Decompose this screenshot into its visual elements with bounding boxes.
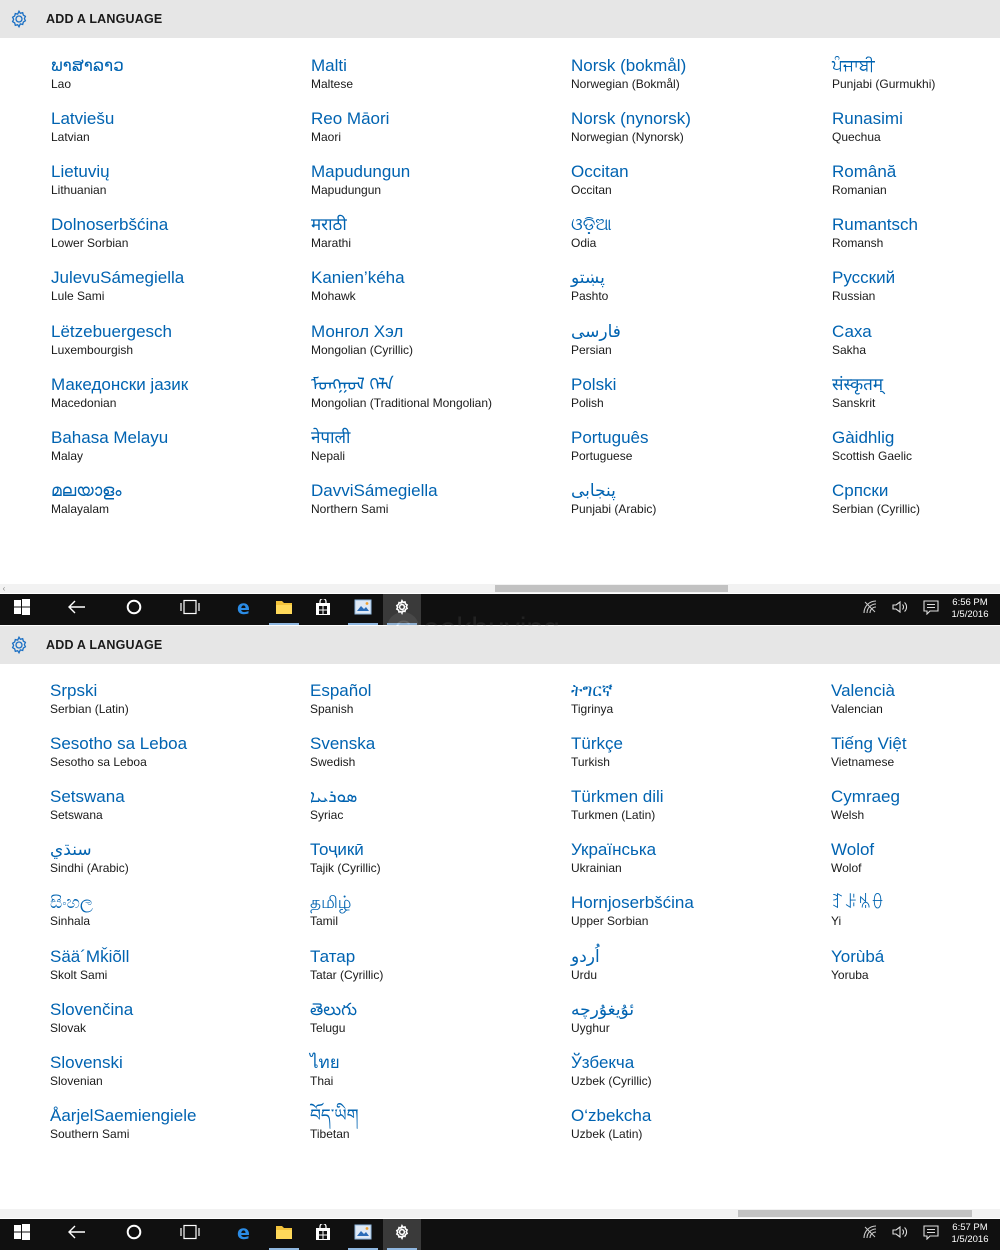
language-native-name: Norsk (bokmål): [571, 56, 687, 75]
cortana-circle-icon: [126, 599, 142, 620]
language-english-name: Punjabi (Gurmukhi): [832, 77, 936, 91]
settings-header: [0, 0, 1000, 38]
language-native-name: Tiếng Việt: [831, 734, 907, 754]
language-english-name: Quechua: [832, 130, 881, 145]
taskbar: [0, 1219, 1000, 1250]
action-center-icon: [923, 600, 939, 620]
language-english-name: Uzbek (Cyrillic): [571, 1073, 652, 1088]
language-item[interactable]: [571, 839, 821, 876]
language-item[interactable]: [832, 214, 1000, 251]
volume-tray-button[interactable]: [888, 1219, 912, 1250]
language-item[interactable]: [51, 55, 301, 92]
language-item[interactable]: [571, 267, 821, 304]
language-native-name: سنڌي: [50, 840, 92, 860]
language-english-name: Slovak: [50, 1020, 87, 1035]
language-native-name: Sää´Mǩiõll: [50, 946, 130, 966]
language-item[interactable]: [310, 839, 560, 876]
language-english-name: Luxembourgish: [51, 342, 134, 357]
language-item[interactable]: [832, 480, 1000, 517]
store-icon: [315, 1224, 331, 1246]
language-english-name: Odia: [571, 236, 597, 251]
language-native-name: Türkmen dili: [571, 787, 664, 807]
language-english-name: Ukrainian: [571, 861, 622, 876]
language-native-name: Русский: [832, 268, 896, 288]
settings-app-button[interactable]: [383, 1219, 421, 1250]
language-item[interactable]: [571, 786, 821, 823]
language-english-name: Turkish: [571, 755, 610, 770]
language-native-name: Occitan: [571, 162, 629, 182]
language-native-name: فارسی: [571, 321, 621, 341]
gear-icon: [8, 634, 30, 656]
taskbar: [0, 594, 1000, 625]
clock-date: 1/5/2016: [951, 609, 989, 620]
language-item[interactable]: [571, 214, 821, 251]
language-english-name: Skolt Sami: [50, 967, 108, 982]
horizontal-scrollbar[interactable]: [0, 584, 1000, 593]
photos-button[interactable]: [344, 594, 382, 625]
file-explorer-button[interactable]: [265, 594, 303, 625]
page-title: ADD A LANGUAGE: [46, 12, 163, 26]
store-button[interactable]: [304, 594, 342, 625]
language-item[interactable]: [50, 680, 300, 717]
horizontal-scrollbar[interactable]: [0, 1209, 1000, 1218]
language-item[interactable]: [832, 55, 1000, 92]
language-native-name: پنجابی: [571, 480, 616, 500]
language-item[interactable]: [50, 1052, 300, 1089]
language-item[interactable]: [571, 892, 821, 929]
language-native-name: ܣܘܪܝܝܐ: [310, 787, 358, 807]
language-english-name: Romansh: [832, 236, 884, 251]
edge-button[interactable]: [226, 594, 264, 625]
language-native-name: Саха: [832, 321, 872, 341]
language-english-name: Yi: [831, 914, 842, 929]
language-english-name: Norwegian (Nynorsk): [571, 130, 684, 145]
language-item[interactable]: [831, 946, 1000, 983]
language-item[interactable]: [832, 267, 1000, 304]
language-native-name: Slovenčina: [50, 999, 134, 1019]
language-item[interactable]: [831, 786, 1000, 823]
language-native-name: Română: [832, 162, 897, 182]
language-english-name: Thai: [310, 1073, 334, 1088]
language-native-name: Hornjoserbšćina: [571, 893, 694, 913]
language-english-name: Norwegian (Bokmål): [571, 77, 680, 91]
language-native-name: Português: [571, 427, 649, 447]
language-english-name: Lithuanian: [51, 183, 107, 198]
scrollbar-thumb[interactable]: [738, 1210, 972, 1217]
language-native-name: മലയാളം: [51, 480, 122, 500]
language-native-name: ไทย: [310, 1052, 340, 1072]
language-english-name: Tamil: [310, 914, 339, 929]
language-english-name: Upper Sorbian: [571, 914, 649, 929]
photos-icon: [354, 599, 372, 620]
svg-text:e: e: [237, 598, 250, 616]
language-native-name: Ўзбекча: [571, 1052, 635, 1072]
language-english-name: Sesotho sa Leboa: [50, 755, 147, 770]
language-item[interactable]: [832, 374, 1000, 411]
language-native-name: Українська: [571, 840, 657, 860]
language-english-name: Scottish Gaelic: [832, 448, 913, 463]
language-native-name: Runasimi: [832, 109, 903, 129]
language-native-name: සිංහල: [50, 893, 93, 913]
language-item[interactable]: [571, 55, 821, 92]
gear-icon: [8, 8, 30, 30]
language-english-name: Southern Sami: [50, 1126, 130, 1141]
action-center-icon: [923, 1225, 939, 1245]
language-native-name: Lietuvių: [51, 162, 110, 182]
language-native-name: Gàidhlig: [832, 427, 895, 447]
language-item[interactable]: [50, 999, 300, 1036]
language-english-name: Mohawk: [311, 289, 356, 304]
language-native-name: ئۇيغۇرچە: [571, 999, 635, 1019]
settings-header: [0, 626, 1000, 664]
language-english-name: Wolof: [831, 861, 862, 876]
language-native-name: Valencià: [831, 681, 895, 700]
language-item[interactable]: [832, 108, 1000, 145]
language-english-name: Mongolian (Cyrillic): [311, 342, 414, 357]
cortana-button[interactable]: [115, 594, 153, 625]
language-item[interactable]: [50, 786, 300, 823]
start-button[interactable]: [3, 594, 41, 625]
language-native-name: Setswana: [50, 787, 125, 807]
language-english-name: Latvian: [51, 130, 90, 145]
language-native-name: Slovenski: [50, 1052, 123, 1072]
language-native-name: Srpski: [50, 681, 98, 700]
language-item[interactable]: [571, 427, 821, 464]
language-english-name: Mapudungun: [311, 183, 382, 198]
language-english-name: Russian: [832, 289, 876, 304]
language-native-name: Español: [310, 681, 372, 700]
language-item[interactable]: [571, 733, 821, 770]
store-icon: [315, 599, 331, 621]
language-english-name: Portuguese: [571, 448, 633, 463]
cortana-circle-icon: [126, 1224, 142, 1245]
language-item[interactable]: [832, 427, 1000, 464]
volume-icon: [892, 600, 908, 619]
language-english-name: Mongolian (Traditional Mongolian): [311, 395, 492, 410]
language-english-name: Syriac: [310, 808, 344, 823]
language-english-name: Romanian: [832, 183, 887, 198]
language-native-name: Reo Māori: [311, 109, 390, 129]
language-native-name: བོད་ཡིག: [310, 1105, 359, 1125]
language-item[interactable]: [311, 108, 561, 145]
language-native-name: JulevuSámegiella: [51, 268, 185, 288]
language-item[interactable]: [51, 108, 301, 145]
language-english-name: Vietnamese: [831, 755, 895, 770]
network-tray-button[interactable]: [858, 594, 882, 625]
photos-button[interactable]: [344, 1219, 382, 1250]
language-item[interactable]: [831, 892, 1000, 929]
page-title: ADD A LANGUAGE: [46, 638, 163, 652]
language-native-name: Wolof: [831, 840, 875, 860]
language-native-name: ᠮᠣᠩᠭᠣᠯ ᠬᠡᠯᠡ: [311, 374, 394, 394]
file-explorer-button[interactable]: [265, 1219, 303, 1250]
cortana-button[interactable]: [115, 1219, 153, 1250]
language-english-name: Nepali: [311, 448, 346, 463]
windows-logo-icon: [14, 1224, 30, 1245]
language-english-name: Punjabi (Arabic): [571, 501, 657, 516]
language-native-name: ꆈꌠꁱꂷ: [831, 893, 885, 913]
taskbar-clock[interactable]: [946, 597, 994, 621]
language-item[interactable]: [311, 480, 561, 517]
language-native-name: Dolnoserbšćina: [51, 215, 169, 235]
language-item[interactable]: [831, 839, 1000, 876]
language-native-name: Latviešu: [51, 109, 115, 129]
language-item[interactable]: [571, 480, 821, 517]
language-english-name: Lower Sorbian: [51, 236, 129, 251]
task-view-icon: [180, 599, 200, 620]
language-english-name: Lule Sami: [51, 289, 105, 304]
language-native-name: Svenska: [310, 734, 376, 754]
language-item[interactable]: [311, 321, 561, 358]
language-native-name: Тоҷикӣ: [310, 840, 364, 860]
language-english-name: Lao: [51, 77, 72, 91]
scroll-left-icon[interactable]: ‹: [2, 584, 6, 593]
language-item[interactable]: [50, 946, 300, 983]
language-native-name: मराठी: [311, 215, 347, 235]
language-native-name: Српски: [832, 480, 889, 500]
language-native-name: Sesotho sa Leboa: [50, 734, 188, 754]
edge-icon: [236, 598, 254, 621]
back-button[interactable]: [58, 594, 96, 625]
task-view-icon: [180, 1224, 200, 1245]
task-view-button[interactable]: [171, 1219, 209, 1250]
action-center-button[interactable]: [919, 594, 943, 625]
language-item[interactable]: [571, 1052, 821, 1089]
action-center-button[interactable]: [919, 1219, 943, 1250]
language-item[interactable]: [310, 733, 560, 770]
language-item[interactable]: [310, 892, 560, 929]
language-english-name: Swedish: [310, 755, 356, 770]
language-native-name: Bahasa Melayu: [51, 427, 169, 447]
start-button[interactable]: [3, 1219, 41, 1250]
language-item[interactable]: [51, 267, 301, 304]
clock-time: 6:56 PM: [952, 597, 988, 608]
language-item[interactable]: [51, 427, 301, 464]
language-item[interactable]: [571, 680, 821, 717]
language-item[interactable]: [311, 267, 561, 304]
language-native-name: Türkçe: [571, 734, 623, 754]
language-english-name: Maori: [311, 130, 342, 145]
language-item[interactable]: [571, 1105, 821, 1142]
language-item[interactable]: [832, 321, 1000, 358]
settings-app-button[interactable]: [383, 594, 421, 625]
language-native-name: Монгол Хэл: [311, 321, 404, 341]
language-item[interactable]: [831, 680, 1000, 717]
network-icon: [863, 1225, 877, 1244]
language-native-name: Mapudungun: [311, 162, 411, 182]
language-english-name: Persian: [571, 342, 612, 357]
language-native-name: Norsk (nynorsk): [571, 109, 691, 129]
settings-app-icon: [394, 1224, 410, 1245]
language-item[interactable]: [571, 108, 821, 145]
language-native-name: Татар: [310, 946, 356, 966]
language-english-name: Setswana: [50, 808, 103, 823]
language-english-name: Urdu: [571, 967, 598, 982]
language-native-name: Македонски јазик: [51, 374, 189, 394]
edge-icon: [236, 1223, 254, 1246]
language-english-name: Slovenian: [50, 1073, 103, 1088]
language-item[interactable]: [310, 1105, 560, 1142]
language-english-name: Telugu: [310, 1020, 346, 1035]
language-english-name: Sinhala: [50, 914, 91, 929]
language-native-name: پښتو: [571, 268, 605, 288]
language-item[interactable]: [571, 946, 821, 983]
settings-window-2: [0, 626, 1000, 1220]
language-item[interactable]: [571, 321, 821, 358]
language-english-name: Sakha: [832, 342, 867, 357]
language-english-name: Marathi: [311, 236, 352, 251]
store-button[interactable]: [304, 1219, 342, 1250]
file-explorer-icon: [275, 1224, 293, 1245]
language-item[interactable]: [50, 892, 300, 929]
language-english-name: Spanish: [310, 702, 354, 716]
file-explorer-icon: [275, 599, 293, 620]
language-english-name: Malayalam: [51, 501, 110, 516]
language-native-name: Rumantsch: [832, 215, 918, 235]
language-native-name: اُردو: [571, 946, 600, 966]
clock-date: 1/5/2016: [951, 1234, 989, 1245]
taskbar-clock[interactable]: [946, 1222, 994, 1246]
language-native-name: Malti: [311, 56, 347, 75]
language-native-name: Lëtzebuergesch: [51, 321, 172, 341]
language-item[interactable]: [310, 680, 560, 717]
language-english-name: Polish: [571, 395, 604, 410]
language-native-name: O‘zbekcha: [571, 1105, 652, 1125]
language-english-name: Uzbek (Latin): [571, 1126, 643, 1141]
clock-time: 6:57 PM: [952, 1222, 988, 1233]
back-arrow-icon: [68, 1225, 86, 1244]
language-item[interactable]: [50, 839, 300, 876]
language-native-name: ພາສາລາວ: [51, 56, 124, 75]
language-native-name: नेपाली: [311, 427, 351, 447]
language-item[interactable]: [831, 733, 1000, 770]
language-english-name: Tajik (Cyrillic): [310, 861, 381, 876]
language-item[interactable]: [311, 55, 561, 92]
language-item[interactable]: [51, 374, 301, 411]
language-english-name: Pashto: [571, 289, 609, 304]
language-english-name: Turkmen (Latin): [571, 808, 656, 823]
language-native-name: DavviSámegiella: [311, 480, 438, 500]
language-item[interactable]: [50, 1105, 300, 1142]
language-item[interactable]: [311, 161, 561, 198]
language-item[interactable]: [832, 161, 1000, 198]
language-item[interactable]: [571, 999, 821, 1036]
settings-app-icon: [394, 599, 410, 620]
svg-text:e: e: [237, 1223, 250, 1241]
language-native-name: Kanien’kéha: [311, 268, 405, 288]
language-item[interactable]: [50, 733, 300, 770]
language-english-name: Tigrinya: [571, 702, 614, 716]
language-english-name: Tibetan: [310, 1126, 350, 1141]
network-icon: [863, 600, 877, 619]
photos-icon: [354, 1224, 372, 1245]
language-item[interactable]: [51, 214, 301, 251]
language-item[interactable]: [310, 1052, 560, 1089]
language-native-name: Cymraeg: [831, 787, 900, 807]
language-english-name: Serbian (Latin): [50, 702, 129, 716]
language-english-name: Sindhi (Arabic): [50, 861, 129, 876]
task-view-button[interactable]: [171, 594, 209, 625]
edge-button[interactable]: [226, 1219, 264, 1250]
language-item[interactable]: [310, 786, 560, 823]
language-item[interactable]: [571, 161, 821, 198]
language-native-name: ਪੰਜਾਬੀ: [832, 56, 875, 75]
language-native-name: संस्कृतम्: [832, 374, 884, 394]
language-item[interactable]: [310, 999, 560, 1036]
language-item[interactable]: [51, 480, 301, 517]
language-item[interactable]: [311, 374, 561, 411]
language-native-name: ትግርኛ: [571, 681, 613, 700]
language-native-name: ଓଡ଼ିଆ: [571, 215, 612, 235]
language-item[interactable]: [51, 161, 301, 198]
language-native-name: తెలుగు: [310, 999, 357, 1019]
volume-icon: [892, 1225, 908, 1244]
language-english-name: Malay: [51, 448, 84, 463]
back-arrow-icon: [68, 600, 86, 619]
language-english-name: Valencian: [831, 702, 883, 716]
windows-logo-icon: [14, 599, 30, 620]
language-english-name: Uyghur: [571, 1020, 610, 1035]
language-english-name: Northern Sami: [311, 501, 389, 516]
network-tray-button[interactable]: [858, 1219, 882, 1250]
language-item[interactable]: [571, 374, 821, 411]
settings-window-1: [0, 0, 1000, 595]
language-english-name: Serbian (Cyrillic): [832, 501, 921, 516]
language-english-name: Welsh: [831, 808, 865, 823]
language-native-name: Polski: [571, 374, 617, 394]
scrollbar-thumb[interactable]: [495, 585, 728, 592]
language-native-name: தமிழ்: [310, 893, 352, 913]
language-english-name: Yoruba: [831, 967, 869, 982]
language-english-name: Tatar (Cyrillic): [310, 967, 384, 982]
language-item[interactable]: [51, 321, 301, 358]
language-english-name: Maltese: [311, 77, 354, 91]
language-item[interactable]: [310, 946, 560, 983]
volume-tray-button[interactable]: [888, 594, 912, 625]
language-native-name: ÅarjelSaemiengiele: [50, 1105, 197, 1125]
language-item[interactable]: [311, 427, 561, 464]
language-native-name: Yorùbá: [831, 946, 885, 966]
language-english-name: Macedonian: [51, 395, 117, 410]
language-english-name: Occitan: [571, 183, 612, 198]
back-button[interactable]: [58, 1219, 96, 1250]
language-english-name: Sanskrit: [832, 395, 876, 410]
language-item[interactable]: [311, 214, 561, 251]
